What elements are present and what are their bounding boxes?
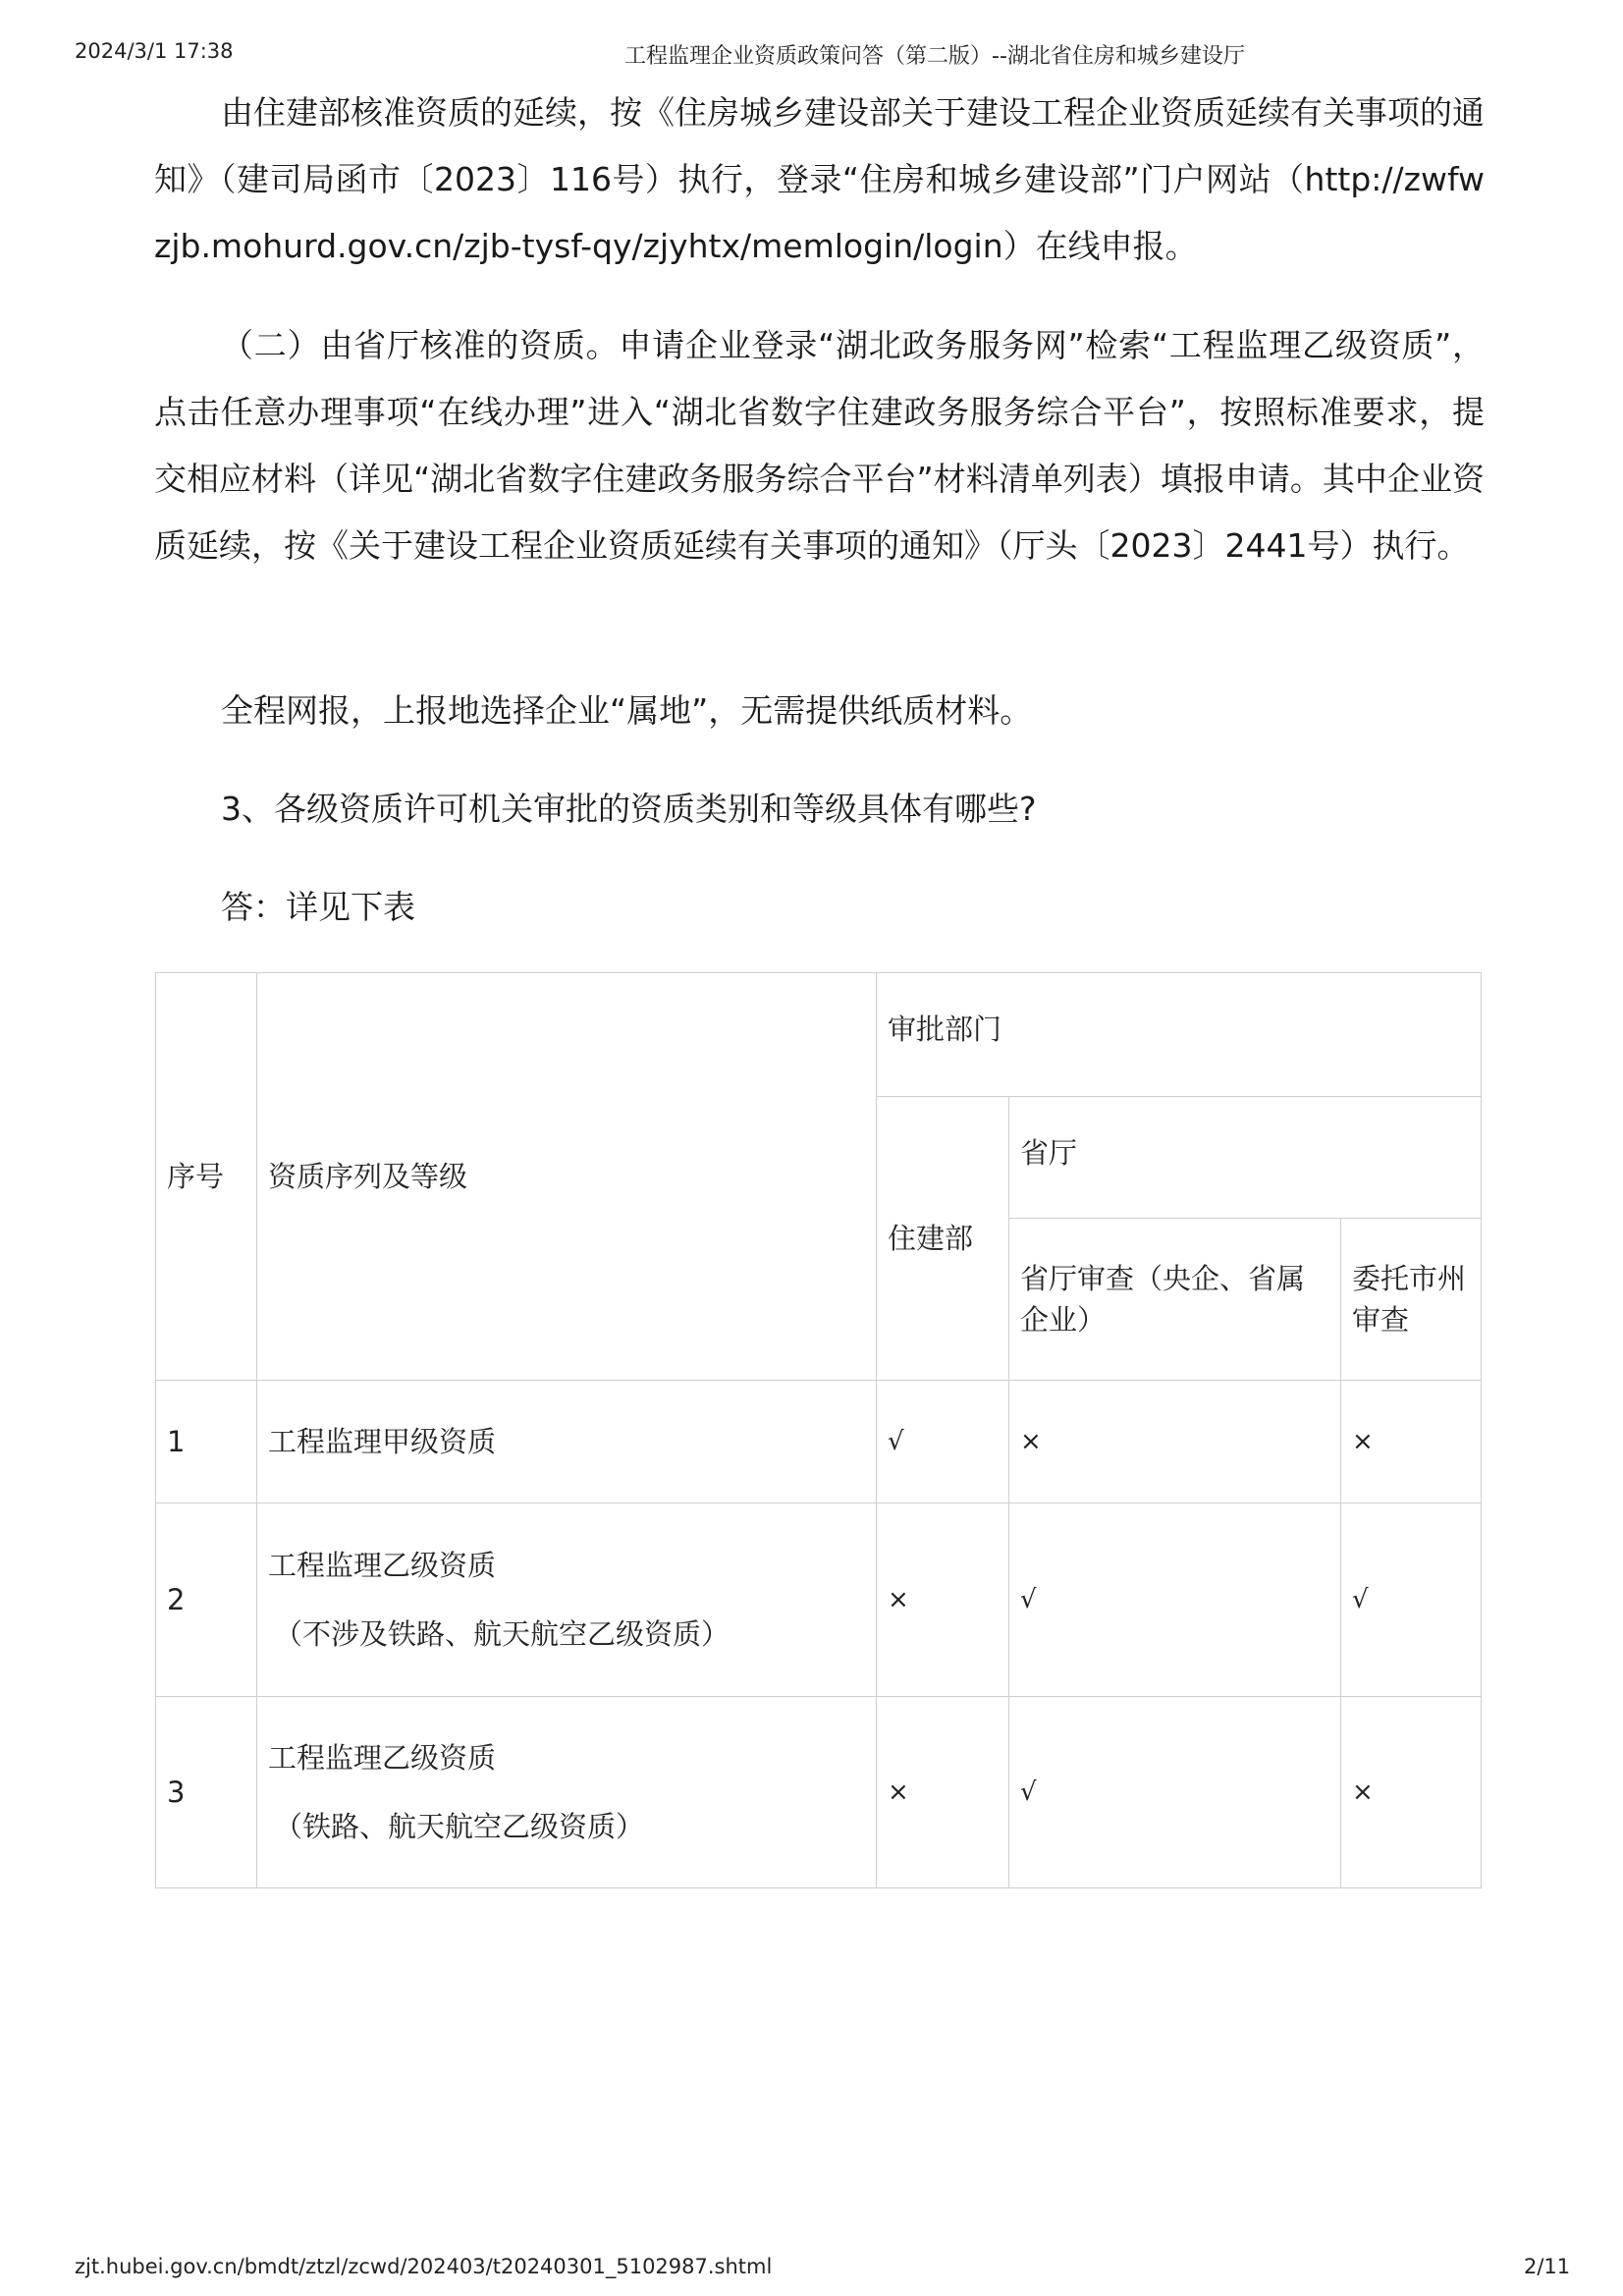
row-qualification-name: 工程监理乙级资质 — [268, 1741, 497, 1775]
row-ministry-mark: × — [877, 1697, 1009, 1888]
row-province-mark: √ — [1009, 1503, 1341, 1697]
row-seq: 3 — [156, 1697, 257, 1888]
header-approval-dept: 审批部门 — [877, 973, 1482, 1097]
row-city-mark: × — [1341, 1697, 1482, 1888]
table-row — [156, 1503, 1482, 1697]
row-province-mark: √ — [1009, 1697, 1341, 1888]
row-qualification-note: （不涉及铁路、航天航空乙级资质） — [274, 1617, 730, 1651]
row-qualification: 工程监理甲级资质 — [257, 1381, 877, 1503]
table-header-row-1 — [156, 973, 1482, 1097]
paragraph-ministry-renewal: 由住建部核准资质的延续，按《住房城乡建设部关于建设工程企业资质延续有关事项的通知》（建司局函市〔2023〕116号）执行，登录“住房和城乡建设部”门户网站（http://zwfwzjb.mohurd.gov.cn/zjb-tysf-qy/zjyhtx/memlogin/login）在线申报。 — [154, 93, 1485, 265]
row-seq: 2 — [156, 1503, 257, 1697]
row-ministry-mark: × — [877, 1503, 1009, 1697]
print-date: 2024/3/1 17:38 — [75, 39, 234, 63]
page-number: 2/11 — [1524, 2255, 1571, 2278]
table-row — [156, 1381, 1482, 1503]
row-qualification-name: 工程监理乙级资质 — [268, 1549, 497, 1582]
row-ministry-mark: √ — [877, 1381, 1009, 1503]
row-qualification-note: （铁路、航天航空乙级资质） — [274, 1810, 645, 1843]
page-header-title: 工程监理企业资质政策问答（第二版）--湖北省住房和城乡建设厅 — [624, 44, 1245, 69]
row-qualification — [257, 1503, 877, 1697]
page-url-link[interactable]: zjt.hubei.gov.cn/bmdt/ztzl/zcwd/202403/t20240301_5102987.shtml — [75, 2255, 773, 2278]
paragraph-online-submission: 全程网报，上报地选择企业“属地”，无需提供纸质材料。 — [221, 691, 1033, 730]
answer-3: 答：详见下表 — [221, 888, 415, 926]
qualification-approval-table — [155, 972, 1482, 1888]
header-city-review: 委托市州审查 — [1341, 1219, 1482, 1381]
row-seq: 1 — [156, 1381, 257, 1503]
row-city-mark: × — [1341, 1381, 1482, 1503]
header-province-review: 省厅审查（央企、省属企业） — [1009, 1219, 1341, 1381]
header-seq: 序号 — [156, 973, 257, 1381]
header-province: 省厅 — [1009, 1097, 1482, 1219]
row-qualification — [257, 1697, 877, 1888]
header-ministry: 住建部 — [877, 1097, 1009, 1381]
table-row — [156, 1697, 1482, 1888]
paragraph-province-approval: （二）由省厅核准的资质。申请企业登录“湖北政务服务网”检索“工程监理乙级资质”，点击任意办理事项“在线办理”进入“湖北省数字住建政务服务综合平台”，按照标准要求，提交相应材料（详见“湖北省数字住建政务服务综合平台”材料清单列表）填报申请。其中企业资质延续，按《关于建设工程企业资质延续有关事项的通知》（厅头〔2023〕2441号）执行。 — [154, 326, 1485, 565]
row-province-mark: × — [1009, 1381, 1341, 1503]
header-qualification: 资质序列及等级 — [257, 973, 877, 1381]
row-city-mark: √ — [1341, 1503, 1482, 1697]
question-3: 3、各级资质许可机关审批的资质类别和等级具体有哪些? — [221, 790, 1037, 828]
